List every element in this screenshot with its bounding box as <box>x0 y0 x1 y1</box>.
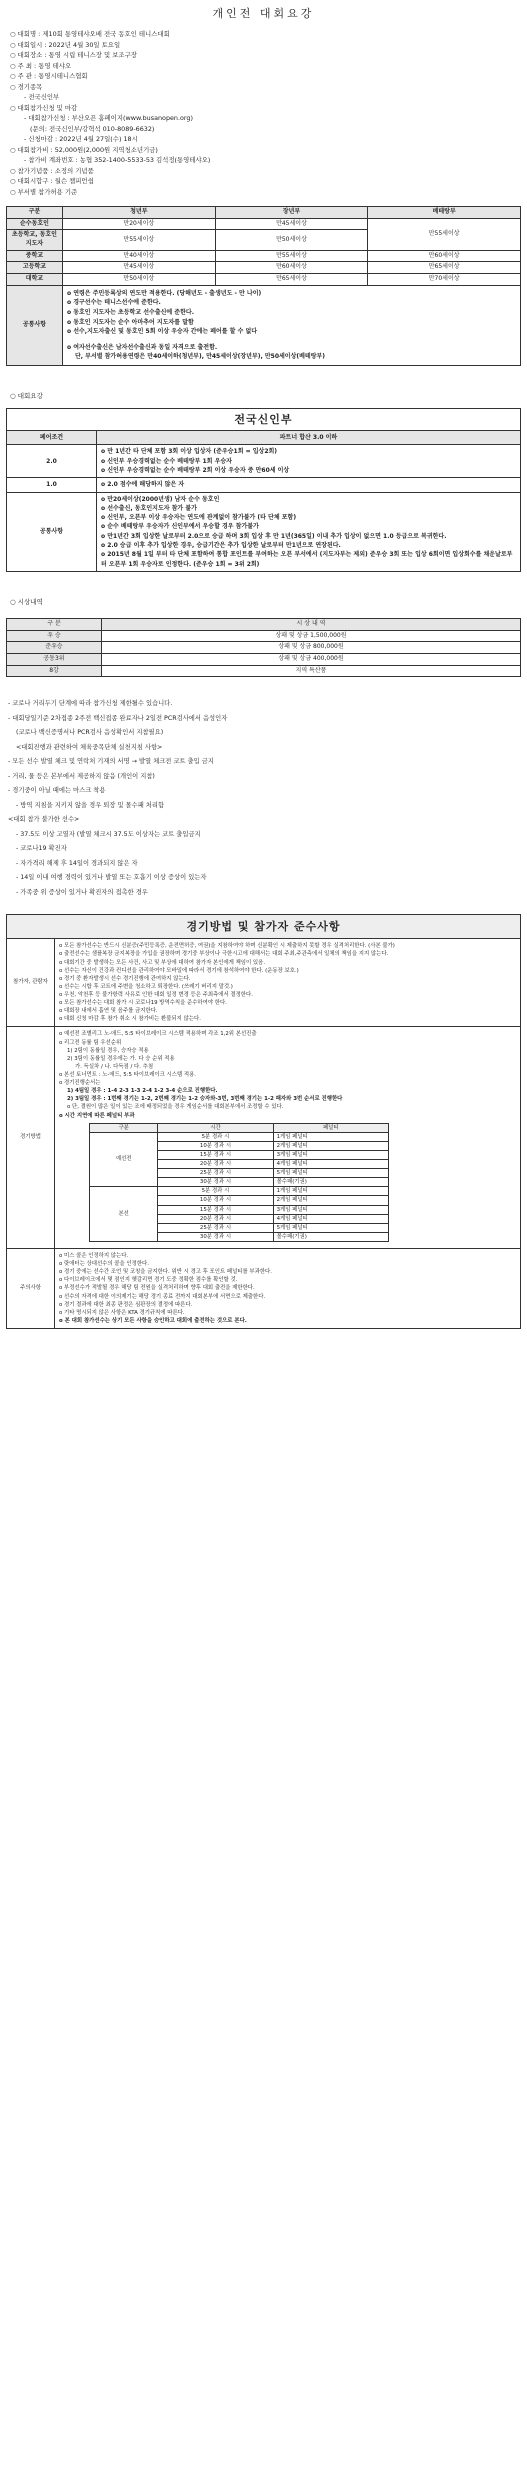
list-item: - 대회당일기준 2차접종 2주전 백신접종 완료자나 2일전 PCR검사에서 음성인자 <box>8 714 228 722</box>
amateur-title: 전국신인부 <box>7 408 521 430</box>
rules-table <box>6 914 521 1329</box>
table-header: 청년부 <box>63 207 216 219</box>
list-item: - 코로나 거리두기 단계에 따라 참가신청 제한될수 있습니다. <box>8 700 173 708</box>
table-row: 경기방법 o 예선전 조별리그 노-애드, 5:5 타이브레이크 시스템 적용하며 각조 1,2위 본선진출 o 리그전 동률 팀 우선순위 1) 2팀이 동률일 경우, 승자승 적용 2) 3팀이 동률일 경우에는 가. 다 승 순위 적용 가. 득실차 / 나. 다득점 / 다. 추첨 o 본선 토너먼트 : 노-애드, 5:5 타이브레이크 시스템 적용. o 경기진행순서는 1) 4팀일 경우 : 1-4 2-3 1-3 2-4 1-2 3-4 순으로 진행한다. 2) 3팀일 경우 : 1번째 경기는 1-2, 2번째 경기는 1-2 승자와-3번, 3번째 경기는 1-2 패자와 3번 순서로 진행한다 o 단, 결원이 많은 일이 있는 조에 배정되었을 경우 게임순서를 대회본부에서 조정할 수 있다. o 시간 지연에 따른 페널티 부과 구분 시간 페널티 예선전 5분 경과 시 1게임 페널티 10분 경과 시 2게임 페널티 15분 경과 시 3게임 페널티 20분 경과 시 4게임 페널티 25분 경과 시 5게임 페널티 30분 경과 시 몰수패(기권) 본선 5분 경과 시 1게임 페널티 10분 경과 시 2게임 페널티 15분 경과 시 3게임 페널티 20분 경과 시 4게임 페널티 25분 경과 시 5게임 페널티 30분 경과 시 몰수패(기권) <box>7 1027 521 1249</box>
table-row: 25분 경과 시 5게임 페널티 <box>90 1223 389 1232</box>
fee-label: ○ 대회참가비 : 52,000원(2,000원 지역청소년기금) <box>10 145 158 154</box>
fee-sub: - 참가비 계좌번호 : 농협 352-1400-5533-53 김석정(통영테샤오) <box>24 156 211 164</box>
table-row: 순수동호인 만20세이상 만45세이상 만55세이상 <box>7 218 521 230</box>
table-row: 8강 지역 특산품 <box>7 665 521 677</box>
apply-label: ○ 대회참가신청 및 마감 <box>10 103 78 112</box>
table-row: 10분 경과 시 2게임 페널티 <box>90 1141 389 1150</box>
rules-title: 경기방법 및 참가자 준수사항 <box>7 915 521 939</box>
table-row: 주의사항 o 미스 콜은 인정하지 않는다. o 랏애터는 상대선수의 콜을 인정한다. o 경기 중에는 선수간 조언 및 코칭을 금지한다. 위반 시 경고 후 포인트 페널티를 부과한다. o 다이브레이크에서 몇 점인지 헷갈리면 경기 도중 정확한 점수를 확인할 것. o 부정선수가 적발될 경우 해당 팀 전원을 실격처리하며 향후 대회 출전을 제한한다. o 선수의 자격에 대한 이의제기는 해당 경기 종료 전까지 대회본부에 서면으로 제출한다. o 경기 결과에 대한 최종 판정은 심판장의 결정에 따른다. o 기타 명시되지 않은 사항은 KTA 경기규칙에 따른다. o 본 대회 참가선수는 상기 모든 사항을 승인하고 대회에 출전하는 것으로 본다. <box>7 1249 521 1329</box>
list-item: - 경기중이 아닐 때에는 마스크 착용 <box>8 787 106 795</box>
common-notes: o 연령은 주민등록상의 연도만 적용한다. (당해년도 - 출생년도 - 만 나이) o 경구선수는 테니스선수에 준한다. o 동호인 지도자는 초등학교 선수출신에 준한다. o 동호인 지도자는 순수 아마추어 지도자를 말함 o 선수,지도자출신 및 동호인 5회 이상 우승자 간에는 페어를 할 수 없다 o 여자선수출신은 남자선수출신과 동일 자격으로 출전함. 단, 부서별 참가허용연령은 만40세이하(청년부), 만45세이상(장년부), 만50세이상(베테랑부) <box>63 285 521 365</box>
table-row: 30분 경과 시 몰수패(기권) <box>90 1232 389 1241</box>
apply-line: (문의: 전국신인부/강혁석 010-8089-6632) <box>30 124 155 133</box>
page-title: 개인전 대회요강 <box>212 7 315 20</box>
table-header: 장년부 <box>215 207 368 219</box>
prize-table: 구 분 시 상 내 역 우 승 상패 및 상금 1,500,000원 준우승 상패 및 상금 800,000원 공동3위 상패 및 상금 400,000원 8강 지역 특산품 <box>6 618 521 677</box>
table-row: 1.0 o 2.0 점수에 해당하지 않은 자 <box>7 478 521 492</box>
table-row: 공통사항 o 만20세이상(2000년생) 남자 순수 동호인 o 선수출신, 동호인지도자 참가 불가 o 신인부, 오픈부 이상 우승자는 연도에 관계없이 참가불가 (타 단체 포함) o 순수 베테랑부 우승자가 신인부에서 우승할 경우 참가불가 o 만1년간 3회 입상한 날로부터 2.0으로 승급 하며 3회 입상 후 만 1년(365일) 이내 추가 입상이 없으면 1.0 등급으로 복귀한다. o 2.0 승급 이후 추가 입상한 경우, 승급기간은 추가 입상한 날로부터 만1년으로 연장된다. o 2015년 8월 1일 부터 타 단체 포함하여 통합 포인트를 부여하는 오픈 부서에서 (지도자부는 제외) 준우승 3회 또는 입상 6회이면 입상회수를 채운날로부터 오픈부 1회 우승자로 인정한다. (준우승 1회 = 3위 2회) <box>7 492 521 571</box>
table-row: 20분 경과 시 4게임 페널티 <box>90 1160 389 1169</box>
amateur-table: 전국신인부 페어조건 파트너 합산 3.0 이하 2.0 o 만 1년간 타 단체 포함 3회 이상 입상자 (준우승1회 = 입상2회) o 신인부 우승경력없는 순수 베테랑부 1회 우승자 o 신인부 우승경력없는 순수 베테랑부 2회 이상 우승자 중 만60세 이상 1.0 o 2.0 점수에 해당하지 않은 자 공통사항 o 만20세이상(2000년생) 남자 순수 동호인 o 선수출신, 동호인지도자 참가 불가 o 신인부, 오픈부 이상 우승자는 연도에 관계없이 참가불가 (타 단체 포함) o 순수 베테랑부 우승자가 신인부에서 우승할 경우 참가불가 o 만1년간 3회 입상한 날로부터 2.0으로 승급 하며 3회 입상 후 만 1년(365일) 이내 추가 입상이 없으면 1.0 등급으로 복귀한다. o 2.0 승급 이후 추가 입상한 경우, 승급기간은 추가 입상한 날로부터 만1년으로 연장된다. o 2015년 8월 1일 부터 타 단체 포함하여 통합 포인트를 부여하는 오픈 부서에서 (지도자부는 제외) 준우승 3회 또는 입상 6회이면 입상회수를 채운날로부터 오픈부 1회 우승자로 인정한다. (준우승 1회 = 3위 2회) <box>6 408 521 572</box>
info-row: ○ 주 관 : 통영시테니스협회 <box>10 72 88 80</box>
info-row: ○ 대회일시 : 2022년 4월 30일 토요일 <box>10 40 121 49</box>
table-row: 초등학교, 동호인지도자 만55세이상 만50세이상 <box>7 230 521 250</box>
table-row: 예선전 5분 경과 시 1게임 페널티 <box>90 1132 389 1141</box>
section-label: ○ 시상내역 <box>10 597 43 606</box>
table-row: 참가자, 관람자 o 모든 참가선수는 반드시 신분증(주민등록증, 운전면허증, 여권)을 지참하여야 하며 신분확인 시 제출하지 못할 경우 실격처리한다. (사본 불가) o 출전선수는 샘플복장 금지복장을 가입을 권장하며 경기중 부상이나 극한시고에 대해서는 대회 주최,주관측에서 일체의 책임을 지지 않는다. o 대회기간 중 발생하는 모든 사건, 사고 및 부상에 대하여 참가자 본인에게 책임이 있음. o 선수는 자신이 건강과 컨디션을 관리하여야 모바일에 따라서 경기에 참석하여야 한다. (운동장 보호.) o 경기 중 환자발생시 선수 경기진행에 관여하지 않는다. o 선수는 시합 후 코트에 주변을 청소하고 퇴장한다. (쓰레기 버리지 말것.) o 우천, 악천후 등 불가항력 사유로 인한 대회 일정 변경 등은 주최측에서 결정한다. o 모든 참가선수는 대회 참가 시 코로나19 방역수칙을 준수하여야 한다. o 대회장 내에서 흡연 및 음주를 금지한다. o 대회 신청 마감 후 참가 취소 시 참가비는 환불되지 않는다. <box>7 939 521 1027</box>
table-row: 대학교 만50세이상 만65세이상 만70세이상 <box>7 274 521 286</box>
event-label: ○ 경기종목 <box>10 82 43 91</box>
event-sub: - 전국신인부 <box>24 93 60 101</box>
extra-row: ○ 부서별 참가허용 기준 <box>10 187 78 196</box>
table-row: 10분 경과 시 2게임 페널티 <box>90 1196 389 1205</box>
info-row: ○ 대회명 : 제10회 통영테샤오배 전국 동호인 테니스대회 <box>10 30 170 38</box>
list-item: - 모든 선수 발열 체크 및 연락처 기재의 서명 → 발열 체크전 코트 출입 금지 <box>8 758 214 766</box>
apply-line: - 대회참가신청 : 부산오픈 홈페이지(www.busanopen.org) <box>24 114 193 122</box>
list-item: - 가족중 위 증상이 있거나 확진자의 접촉한 경우 <box>16 888 148 896</box>
info-row: ○ 주 최 : 통영 테샤오 <box>10 61 72 70</box>
table-row: 고등학교 만45세이상 만60세이상 만65세이상 <box>7 262 521 274</box>
table-row: 25분 경과 시 5게임 페널티 <box>90 1169 389 1178</box>
apply-line: - 신청마감 : 2022년 4월 27일(수) 18시 <box>24 135 138 143</box>
extra-row: ○ 참가기념품 : 소정의 기념품 <box>10 166 94 175</box>
table-row: 우 승 상패 및 상금 1,500,000원 <box>7 630 521 642</box>
list-item: - 방역 지침을 지키지 않을 경우 퇴장 및 몰수패 처리함 <box>16 801 165 809</box>
table-header: 베테랑부 <box>368 207 521 219</box>
table-row: 2.0 o 만 1년간 타 단체 포함 3회 이상 입상자 (준우승1회 = 입상2회) o 신인부 우승경력없는 순수 베테랑부 1회 우승자 o 신인부 우승경력없는 순수 베테랑부 2회 이상 우승자 중 만60세 이상 <box>7 445 521 478</box>
section-label: ○ 대회요강 <box>10 391 43 400</box>
category-table <box>6 206 521 366</box>
covid-notes <box>6 699 521 902</box>
table-row: 공동3위 상패 및 상금 400,000원 <box>7 653 521 665</box>
list-item: - 14일 이내 여행 경력이 있거나 발열 또는 호흡기 이상 증상이 있는자 <box>16 874 207 882</box>
list-item: - 코로나19 확진자 <box>16 845 67 853</box>
table-header: 구분 <box>7 207 63 219</box>
list-item: <대회진행과 관련하여 체육중목단체 실천지침 사항> <box>16 743 163 751</box>
table-row: 15분 경과 시 3게임 페널티 <box>90 1150 389 1159</box>
table-row: 본선 5분 경과 시 1게임 페널티 <box>90 1187 389 1196</box>
table-row: 공통사항 o 연령은 주민등록상의 연도만 적용한다. (당해년도 - 출생년도 - 만 나이) o 경구선수는 테니스선수에 준한다. o 동호인 지도자는 초등학교 선수출신에 준한다. o 동호인 지도자는 순수 아마추어 지도자를 말함 o 선수,지도자출신 및 동호인 5회 이상 우승자 간에는 페어를 할 수 없다 o 여자선수출신은 남자선수출신과 동일 자격으로 출전함. 단, 부서별 참가허용연령은 만40세이하(청년부), 만45세이상(장년부), 만50세이상(베테랑부) <box>7 285 521 365</box>
extra-row: ○ 대회시합구 : 월슨 챔피언쉽 <box>10 177 94 185</box>
list-item: - 자가격리 해제 후 14일이 경과되지 않은 자 <box>16 859 138 867</box>
table-row: 20분 경과 시 4게임 페널티 <box>90 1214 389 1223</box>
table-row: 준우승 상패 및 상금 800,000원 <box>7 642 521 654</box>
list-item: - 거리, 물 등은 본부에서 제공하지 않음 (개인이 지참) <box>8 772 155 780</box>
table-row: 30분 경과 시 몰수패(기권) <box>90 1178 389 1187</box>
list-item: (코로나 백신증명서나 PCR검사 음성확인서 지참필요) <box>16 729 164 737</box>
list-item: <대회 참가 불가한 선수> <box>8 816 80 824</box>
table-row: 15분 경과 시 3게임 페널티 <box>90 1205 389 1214</box>
list-item: - 37.5도 이상 고열자 (발열 체크시 37.5도 이상자는 코트 출입금지 <box>16 830 201 838</box>
info-row: ○ 대회장소 : 통영 시립 테니스장 및 보조구장 <box>10 51 137 59</box>
info-list <box>6 30 521 198</box>
penalty-table: 구분 시간 페널티 예선전 5분 경과 시 1게임 페널티 10분 경과 시 2게임 페널티 15분 경과 시 3게임 페널티 20분 경과 시 4게임 페널티 25분 경과 시 5게임 페널티 30분 경과 시 몰수패(기권) 본선 5분 경과 시 1게임 페널티 10분 경과 시 2게임 페널티 15분 경과 시 3게임 페널티 20분 경과 시 4게임 페널티 25분 경과 시 5게임 페널티 30분 경과 시 몰수패(기권) <box>89 1123 389 1242</box>
table-row: 중학교 만40세이상 만55세이상 만60세이상 <box>7 250 521 262</box>
